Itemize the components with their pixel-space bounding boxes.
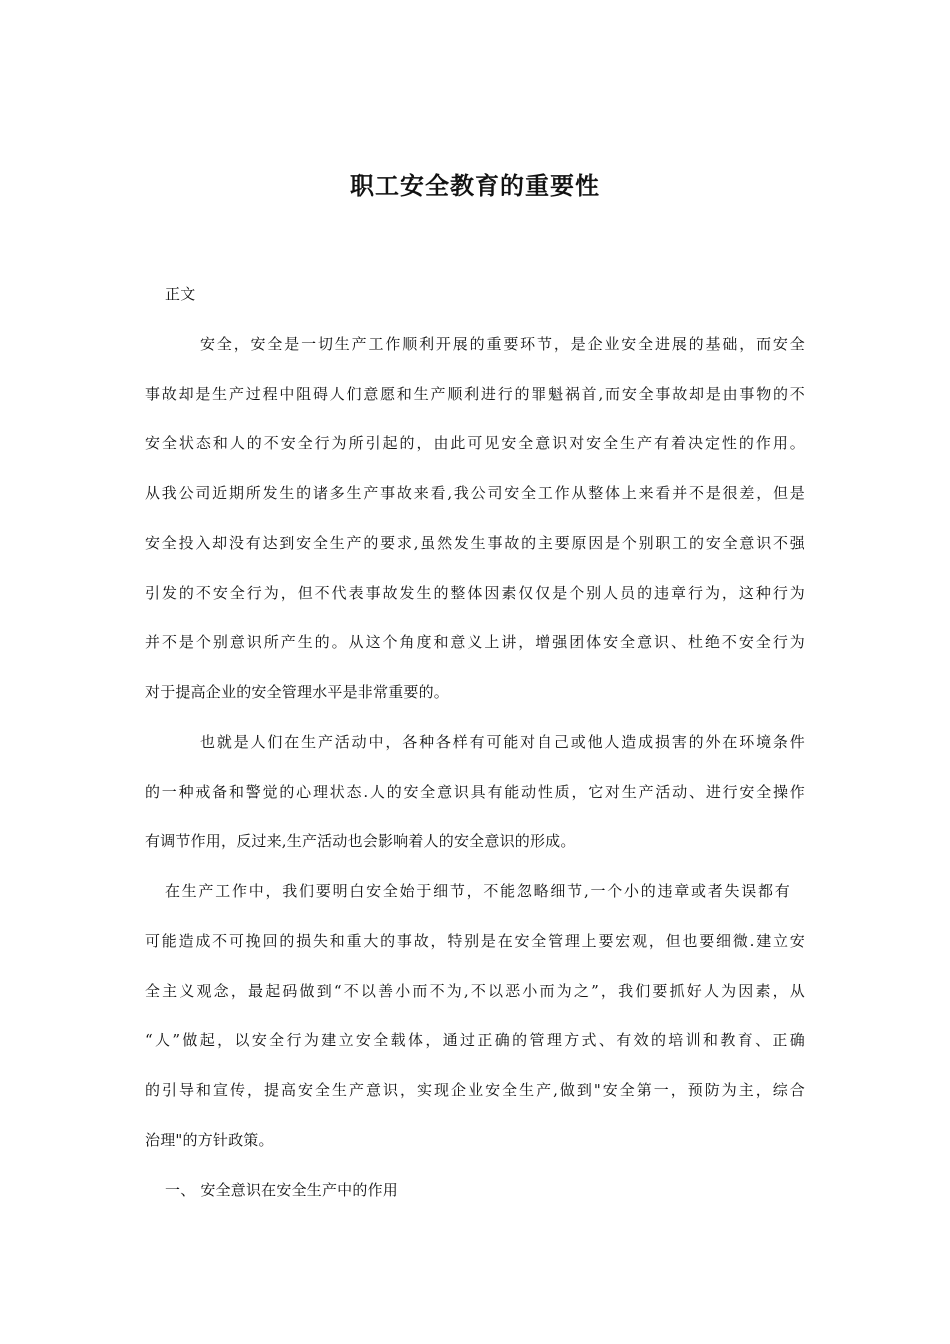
paragraph-line: 有调节作用，反过来,生产活动也会影响着人的安全意识的形成。 [145, 832, 576, 850]
paragraph-line: 引发的不安全行为，但不代表事故发生的整体因素仅仅是个别人员的违章行为，这种行为 [145, 584, 805, 602]
paragraph-line: 安全，安全是一切生产工作顺利开展的重要环节，是企业安全进展的基础，而安全 [200, 335, 805, 353]
paragraph-line: 从我公司近期所发生的诸多生产事故来看,我公司安全工作从整体上来看并不是很差，但是 [145, 484, 805, 502]
paragraph-line: 可能造成不可挽回的损失和重大的事故，特别是在安全管理上要宏观，但也要细微.建立安 [145, 932, 805, 950]
paragraph-line: “人”做起，以安全行为建立安全载体，通过正确的管理方式、有效的培训和教育、正确 [145, 1031, 805, 1049]
section-label: 正文 [165, 285, 196, 303]
paragraph-line: 治理"的方针政策。 [145, 1131, 274, 1149]
section-heading: 一、 安全意识在安全生产中的作用 [165, 1181, 398, 1199]
paragraph-line: 安全投入却没有达到安全生产的要求,虽然发生事故的主要原因是个别职工的安全意识不强 [145, 534, 805, 552]
paragraph-line: 对于提高企业的安全管理水平是非常重要的。 [145, 683, 450, 701]
paragraph-line: 也就是人们在生产活动中，各种各样有可能对自己或他人造成损害的外在环境条件 [200, 733, 805, 751]
paragraph-line: 事故却是生产过程中阻碍人们意愿和生产顺利进行的罪魁祸首,而安全事故却是由事物的不 [145, 385, 805, 403]
paragraph-line: 的引导和宣传，提高安全生产意识，实现企业安全生产,做到"安全第一，预防为主，综合 [145, 1081, 805, 1099]
paragraph-line: 的一种戒备和警觉的心理状态.人的安全意识具有能动性质，它对生产活动、进行安全操作 [145, 783, 805, 801]
paragraph-line: 全主义观念，最起码做到“不以善小而不为,不以恶小而为之”，我们要抓好人为因素，从 [145, 982, 805, 1000]
document-title: 职工安全教育的重要性 [350, 172, 600, 200]
paragraph-line: 在生产工作中，我们要明白安全始于细节，不能忽略细节,一个小的违章或者失误都有 [165, 882, 790, 900]
paragraph-line: 安全状态和人的不安全行为所引起的，由此可见安全意识对安全生产有着决定性的作用。 [145, 434, 805, 452]
paragraph-line: 并不是个别意识所产生的。从这个角度和意义上讲，增强团体安全意识、杜绝不安全行为 [145, 633, 805, 651]
